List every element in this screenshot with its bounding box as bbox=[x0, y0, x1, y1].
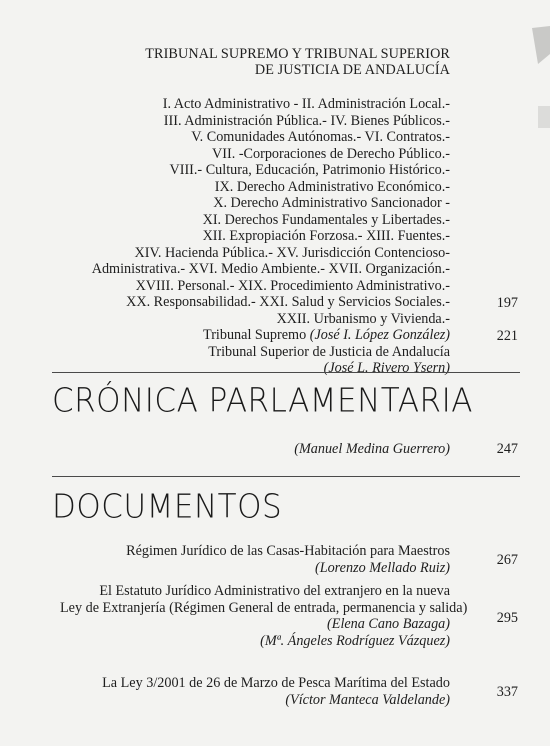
entry-author: (Víctor Manteca Valdelande) bbox=[285, 691, 450, 708]
entry-title-line: La Ley 3/2001 de 26 de Marzo de Pesca Marítima del Estado bbox=[102, 675, 450, 691]
toc-entry-tribunal-supremo[interactable] bbox=[60, 327, 450, 344]
topics-line: I. Acto Administrativo - II. Administración Local.- bbox=[162, 96, 450, 112]
section-divider bbox=[52, 372, 520, 373]
topics-line: VII. -Corporaciones de Derecho Público.- bbox=[212, 145, 450, 162]
topics-line: V. Comunidades Autónomas.- VI. Contratos.- bbox=[191, 129, 450, 145]
topics-line: XI. Derechos Fundamentales y Libertades.- bbox=[202, 211, 450, 228]
tribunal-title-line: DE JUSTICIA DE ANDALUCÍA bbox=[254, 62, 450, 78]
entry-title-line: Ley de Extranjería (Régimen General de entrada, permanencia y salida) bbox=[60, 599, 468, 616]
entry-author: (Elena Cano Bazaga) bbox=[327, 616, 450, 632]
toc-entry-tsj-andalucia[interactable] bbox=[60, 344, 450, 361]
cronica-heading: CRÓNICA PARLAMENTARIA bbox=[52, 382, 473, 420]
entry-label: Tribunal Superior de Justicia de Andalucía bbox=[208, 343, 450, 360]
page-number: 267 bbox=[496, 552, 518, 568]
toc-entry-document-1[interactable] bbox=[60, 543, 450, 576]
tribunal-title-line: TRIBUNAL SUPREMO Y TRIBUNAL SUPERIOR bbox=[145, 46, 450, 62]
topics-line: VIII.- Cultura, Educación, Patrimonio Histórico.- bbox=[169, 162, 450, 178]
topics-line: XVIII. Personal.- XIX. Procedimiento Administrativo.- bbox=[135, 277, 450, 294]
entry-author: (Mª. Ángeles Rodríguez Vázquez) bbox=[260, 632, 450, 649]
bleed-through-mark-2 bbox=[536, 100, 550, 140]
entry-author: (José I. López González) bbox=[309, 327, 450, 343]
toc-entry-cronica[interactable] bbox=[60, 441, 450, 458]
topics-line: XXII. Urbanismo y Vivienda.- bbox=[276, 310, 450, 327]
page-number: 197 bbox=[496, 295, 518, 311]
entry-author: (José L. Rivero Ysern) bbox=[323, 360, 450, 376]
topics-line: XIV. Hacienda Pública.- XV. Jurisdicción Contencioso- bbox=[134, 244, 450, 261]
topics-line: X. Derecho Administrativo Sancionador - bbox=[213, 195, 450, 211]
topics-line: Administrativa.- XVI. Medio Ambiente.- XVII. Organización.- bbox=[91, 261, 450, 277]
page-number: 247 bbox=[496, 441, 518, 457]
tribunal-topics-list bbox=[60, 96, 450, 377]
entry-author: (Lorenzo Mellado Ruiz) bbox=[314, 559, 450, 576]
section-divider bbox=[52, 476, 520, 477]
topics-line: XX. Responsabilidad.- XXI. Salud y Servicios Sociales.- bbox=[126, 294, 450, 310]
bleed-through-mark bbox=[528, 24, 550, 84]
topics-line: XII. Expropiación Forzosa.- XIII. Fuentes.- bbox=[202, 228, 450, 244]
page-number: 337 bbox=[496, 684, 518, 700]
entry-title-line: Régimen Jurídico de las Casas-Habitación para Maestros bbox=[126, 543, 450, 559]
documentos-heading: DOCUMENTOS bbox=[52, 488, 283, 526]
entry-title-line: El Estatuto Jurídico Administrativo del extranjero en la nueva bbox=[99, 583, 450, 599]
entry-author: (Manuel Medina Guerrero) bbox=[294, 441, 450, 457]
page-number: 221 bbox=[496, 328, 518, 344]
topics-line: IX. Derecho Administrativo Económico.- bbox=[214, 178, 450, 195]
toc-entry-document-2[interactable] bbox=[60, 583, 468, 649]
entry-label: Tribunal Supremo bbox=[203, 327, 310, 343]
page-number: 295 bbox=[496, 610, 518, 626]
topics-line: III. Administración Pública.- IV. Bienes Públicos.- bbox=[163, 112, 450, 129]
toc-entry-document-3[interactable] bbox=[60, 675, 450, 708]
tribunal-section-title bbox=[100, 46, 450, 78]
